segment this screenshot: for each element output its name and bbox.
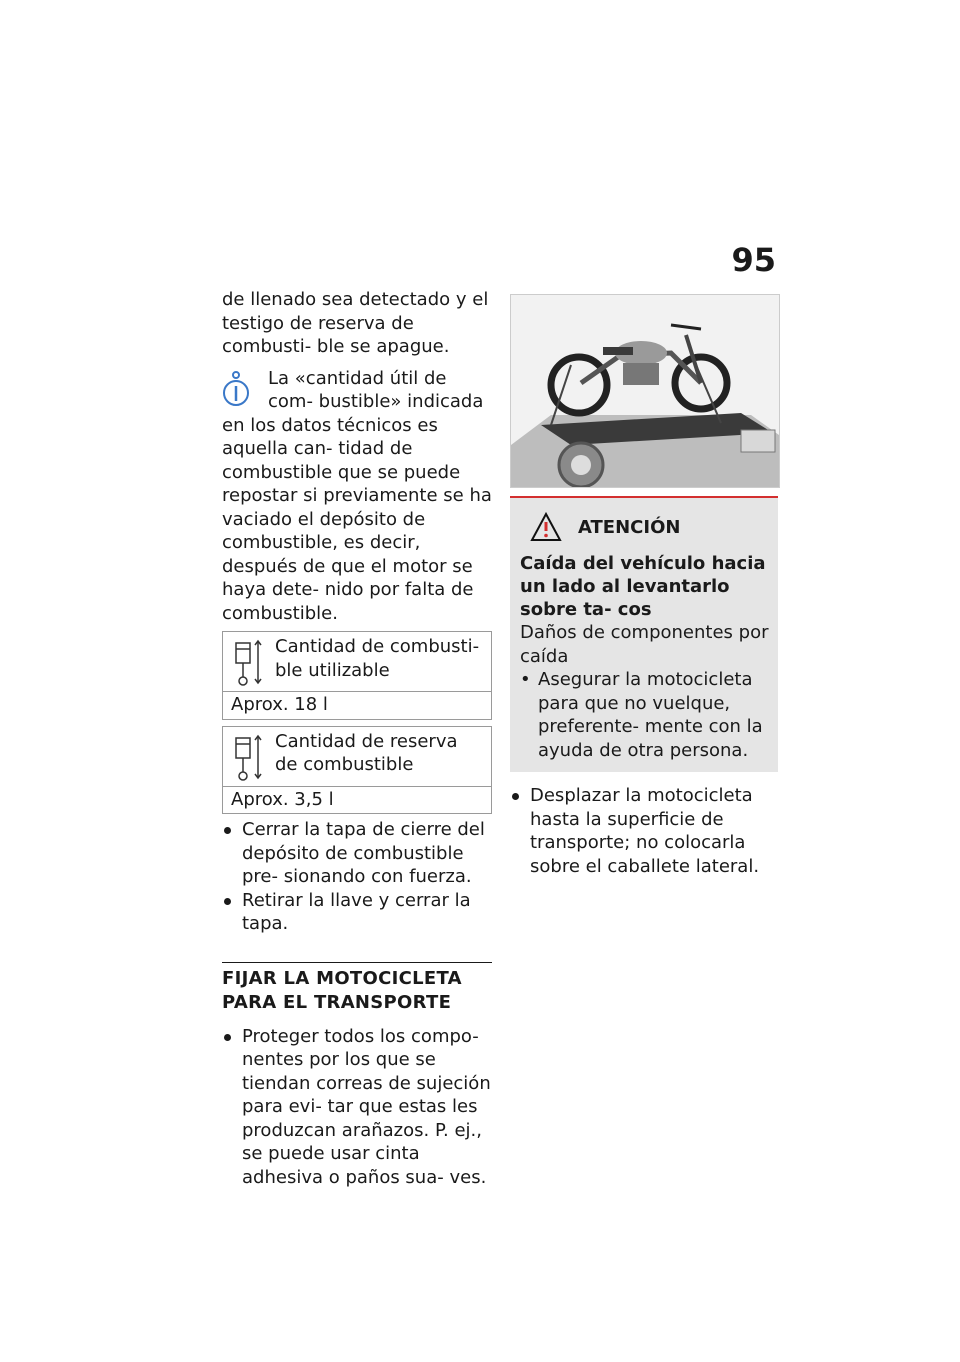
list-item: • Asegurar la motocicleta para que no vuelque, preferente- mente con la ayuda de otra persona. [520, 668, 770, 762]
list-item: Cerrar la tapa de cierre del depósito de combustible pre- sionando con fuerza. [222, 818, 492, 889]
warning-box [510, 496, 778, 772]
list-item: Desplazar la motocicleta hasta la superficie de transporte; no colocarla sobre el caballete lateral. [510, 784, 778, 878]
warning-subtitle: Caída del vehículo hacia un lado al levantarlo sobre ta- cos [520, 553, 766, 620]
section-title-line: PARA EL TRANSPORTE [222, 991, 452, 1013]
intro-text: de llenado sea detectado y el testigo de reserva de combusti- ble se apague. [222, 289, 489, 357]
page-number: 95 [731, 241, 776, 279]
fuel-pump-icon [233, 732, 263, 782]
spec-label: Cantidad de reserva de combustible [275, 730, 458, 775]
warning-description: Daños de componentes por caída [520, 622, 769, 667]
right-column [510, 294, 778, 878]
spec-reserve-fuel [222, 726, 492, 815]
spec-value: Aprox. 18 l [231, 694, 328, 715]
step-list [510, 784, 778, 878]
list-item: Proteger todos los compo- nentes por los que se tiendan correas de sujeción para evi- tar que estas les produzcan arañazos. P. ej., se puede usar cinta adhesiva o paños sua- ves. [222, 1025, 492, 1190]
left-column [222, 288, 492, 1189]
section-step-list [222, 1025, 492, 1190]
motorcycle-on-trailer-photo [510, 294, 780, 488]
section-title [222, 962, 492, 1015]
info-icon [222, 371, 258, 413]
list-item: Retirar la llave y cerrar la tapa. [222, 889, 492, 936]
warning-title: ATENCIÓN [578, 516, 681, 538]
spec-value: Aprox. 3,5 l [231, 788, 334, 810]
warning-list [520, 668, 770, 762]
section-title-line: FIJAR LA MOTOCICLETA [222, 967, 462, 989]
spec-label: Cantidad de combusti- ble utilizable [275, 636, 480, 681]
fuel-pump-icon [233, 637, 263, 687]
step-list [222, 818, 492, 936]
info-note [222, 367, 492, 626]
info-note-text: La «cantidad útil de com- bustible» indicada en los datos técnicos es aquella can- tidad de combustible que se puede repostar si previamente se ha vaciado el depósito de combustible, es decir, después de que el motor se haya dete- nido por falta de combustible. [222, 367, 492, 624]
warning-triangle-icon [530, 512, 562, 542]
spec-usable-fuel [222, 631, 492, 720]
